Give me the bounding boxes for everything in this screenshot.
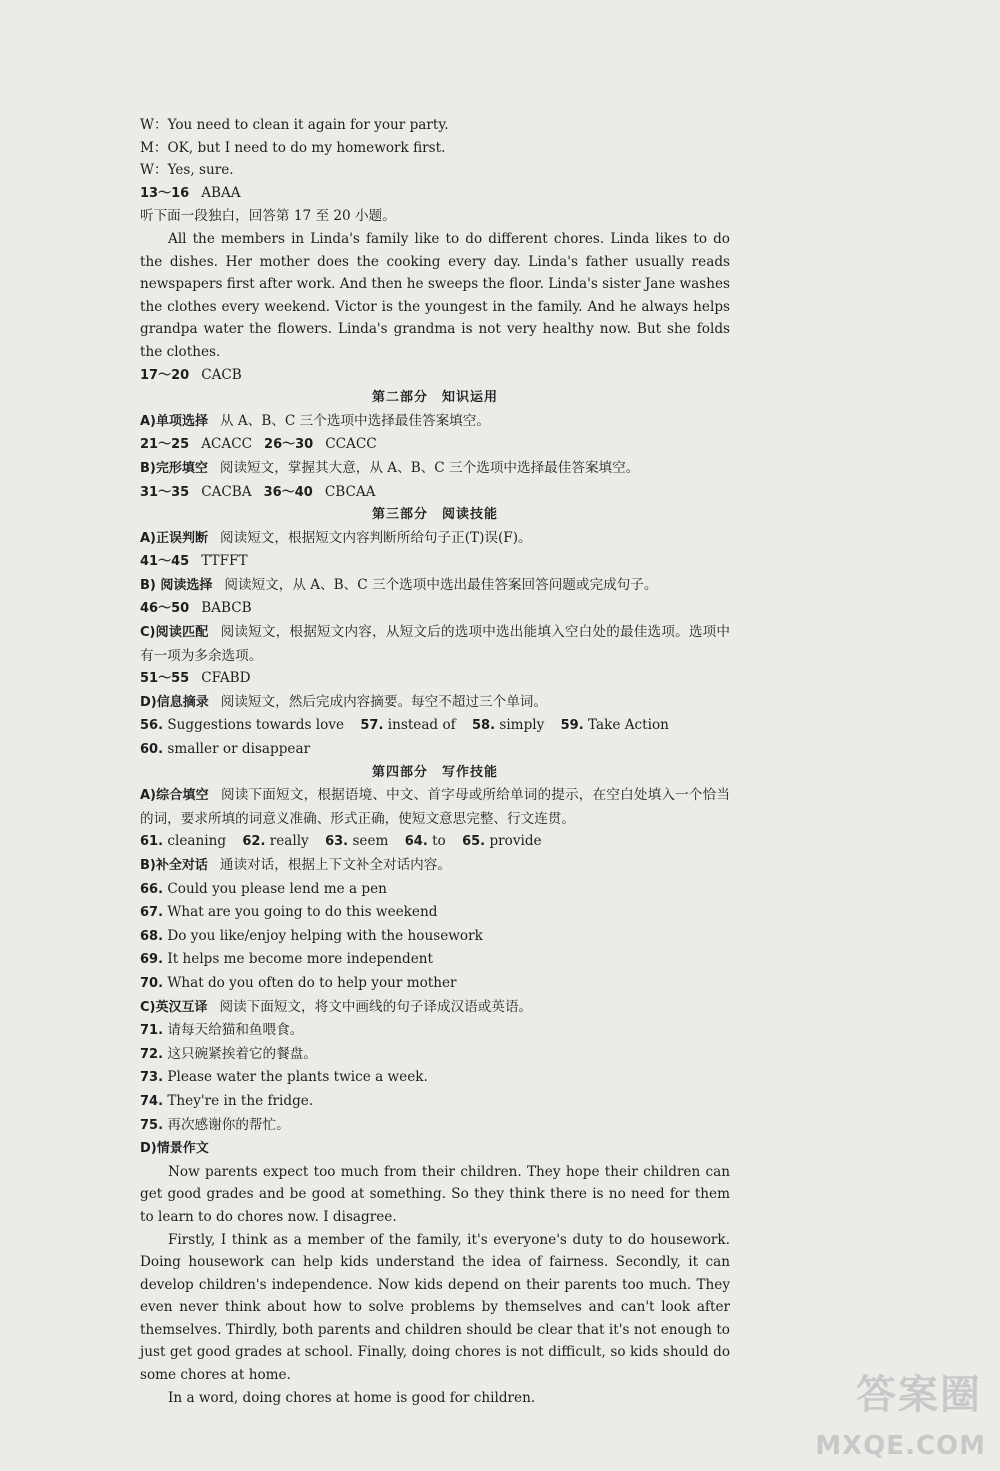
answer-line: 69. It helps me become more independent: [140, 951, 433, 968]
answer-41-45: 41～45 TTFFT: [140, 553, 248, 570]
answer-line: 74. They're in the fridge.: [140, 1092, 314, 1109]
answer-61-65: 61. cleaning 62. really 63. seem 64. to 65. provide: [140, 833, 542, 850]
answer-line: 71. 请每天给猫和鱼喂食。: [140, 1022, 304, 1039]
answer-21-30: 21～25 ACACC 26～30 CCACC: [140, 436, 377, 453]
answer-line: 66. Could you please lend me a pen: [140, 880, 387, 897]
part4-c-instruction: C)英汉互译 阅读下面短文，将文中画线的句子译成汉语或英语。: [140, 998, 533, 1015]
answer-line: 70. What do you often do to help your mother: [140, 974, 457, 991]
dialogue-line: W：Yes, sure.: [140, 162, 234, 179]
part2-a-instruction: A)单项选择 从 A、B、C 三个选项中选择最佳答案填空。: [140, 412, 490, 429]
monologue-text: All the members in Linda's family like to do different chores. Linda likes to do the dishes. Her mother does the cooking every day. Linda's father usually reads newspapers first after work. And then he sweeps the floor. Linda's sister Jane washes the clothes every weekend. Victor is the youngest in the family. And he always helps grandpa water the flowers. Linda's grandma is not very healthy now. But she folds the clothes.: [140, 230, 730, 360]
part3-b-instruction: B) 阅读选择 阅读短文，从 A、B、C 三个选项中选出最佳答案回答问题或完成句子。: [140, 576, 658, 593]
answer-line: 75. 再次感谢你的帮忙。: [140, 1116, 290, 1133]
watermark: [804, 1363, 992, 1463]
part4-d-label: D)情景作文: [140, 1141, 209, 1157]
part3-a-instruction: A)正误判断 阅读短文，根据短文内容判断所给句子正(T)误(F)。: [140, 529, 532, 546]
part3-c-instruction: C)阅读匹配 阅读短文，根据短文内容，从短文后的选项中选出能填入空白处的最佳选项。选项中有一项为多余选项。: [140, 624, 731, 664]
answer-13-16: 13～16 ABAA: [140, 184, 241, 201]
answer-17-20: 17～20 CACB: [140, 366, 242, 383]
watermark-logo: 答案圈: [856, 1372, 982, 1418]
dialogue-line: M：OK, but I need to do my homework first.: [140, 139, 446, 156]
answer-60: 60. smaller or disappear: [140, 741, 311, 758]
answer-line: 68. Do you like/enjoy helping with the housework: [140, 927, 483, 944]
answer-line: 67. What are you going to do this weekend: [140, 904, 438, 921]
answer-page: [140, 114, 730, 1409]
answer-51-55: 51～55 CFABD: [140, 670, 251, 687]
essay-paragraph: Now parents expect too much from their children. They hope their children can get good grades and be good at something. So they think there is no need for them to learn to do chores now. I disagree.: [140, 1163, 730, 1225]
part4-b-instruction: B)补全对话 通读对话，根据上下文补全对话内容。: [140, 857, 451, 873]
part2-heading: 第二部分 知识运用: [371, 390, 498, 406]
answer-31-40: 31～35 CACBA 36～40 CBCAA: [140, 483, 376, 500]
instruction-17-20: 听下面一段独白，回答第 17 至 20 小题。: [140, 208, 396, 225]
answer-line: 73. Please water the plants twice a week.: [140, 1069, 428, 1086]
part4-a-instruction: A)综合填空 阅读下面短文，根据语境、中文、首字母或所给单词的提示，在空白处填入一个恰当的词，要求所填的词意义准确、形式正确，使短文意思完整、行文连贯。: [140, 787, 730, 827]
part2-b-instruction: B)完形填空 阅读短文，掌握其大意，从 A、B、C 三个选项中选择最佳答案填空。: [140, 459, 640, 476]
dialogue-line: W：You need to clean it again for your party.: [140, 117, 449, 133]
part3-d-instruction: D)信息摘录 阅读短文，然后完成内容摘要。每空不超过三个单词。: [140, 693, 547, 710]
answer-46-50: 46～50 BABCB: [140, 600, 252, 617]
part4-heading: 第四部分 写作技能: [371, 764, 498, 780]
watermark-url: MXQE.COM: [815, 1431, 986, 1461]
essay-paragraph: In a word, doing chores at home is good for children.: [168, 1389, 536, 1406]
answer-56-59: 56. Suggestions towards love 57. instead of 58. simply 59. Take Action: [140, 717, 669, 734]
essay-paragraph: Firstly, I think as a member of the family, it's everyone's duty to do housework. Doing housework can help kids understand the idea of fairness. Secondly, it can develop children's independence. Now kids depend on their parents too much. They even never think about how to solve problems by themselves and can't look after themselves. Thirdly, both parents and children should be clear that it's not enough to just get good grades at school. Finally, doing chores is not difficult, so kids should do some chores at home.: [140, 1231, 730, 1384]
part3-heading: 第三部分 阅读技能: [371, 507, 498, 523]
answer-line: 72. 这只碗紧挨着它的餐盘。: [140, 1045, 317, 1062]
